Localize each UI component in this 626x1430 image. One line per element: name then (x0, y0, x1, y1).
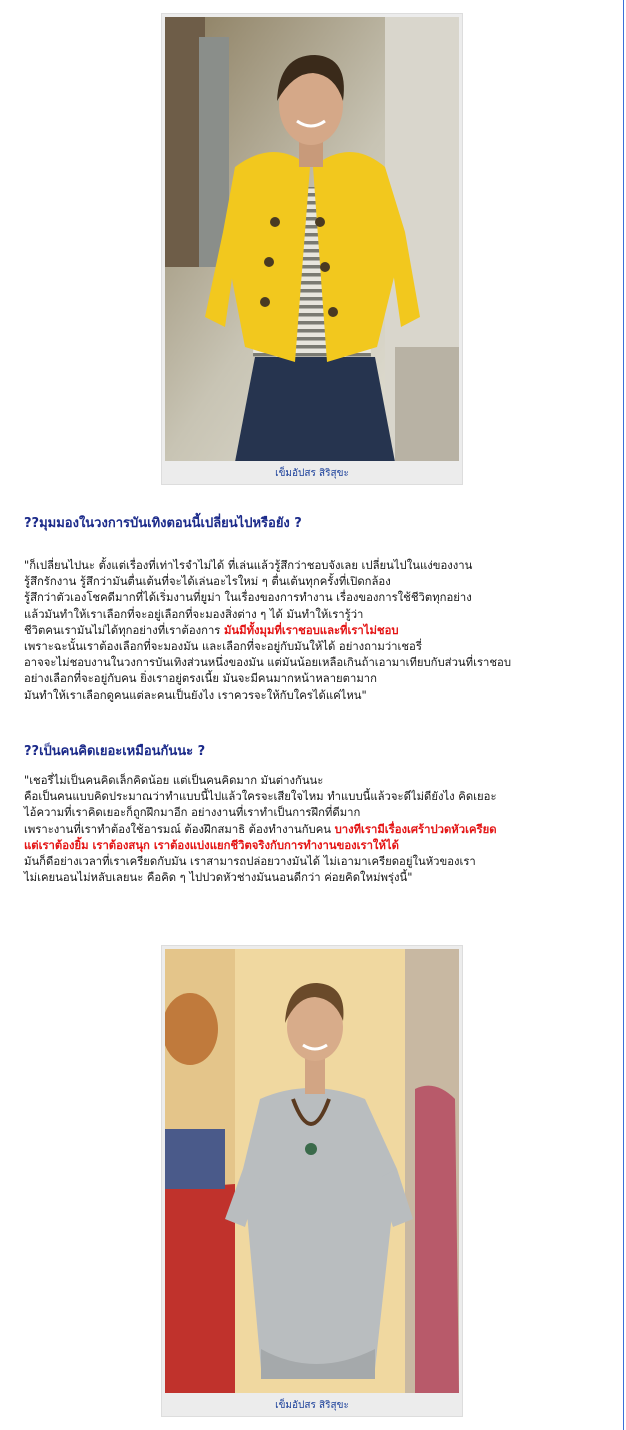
paragraph-line (24, 688, 609, 704)
line-text: ไม่เคยนอนไม่หลับเลยนะ คือคิด ๆ ไปปวดหัวช่างมันนอนดีกว่า ค่อยคิดใหม่พรุ่งนี้" (24, 871, 413, 885)
line-text: รู้สึกว่าตัวเองโชคดีมากที่ได้เริ่มงานที่ยูม่า ในเรื่องของการทำงาน เรื่องของการใช้ชีวิตทุกอย่าง (24, 591, 472, 605)
section-paragraph-1 (24, 558, 609, 704)
paragraph-line (24, 671, 609, 687)
line-text: ไอ้ความที่เราคิดเยอะก็ถูกฝึกมาอีก อย่างงานที่เราทำเป็นการฝึกที่ดีมาก (24, 806, 361, 820)
line-text: "เชอรี่ไม่เป็นคนคิดเล็กคิดน้อย แต่เป็นคนคิดมาก มันต่างกันนะ (24, 774, 324, 787)
photo-caption-2: เข็มอัปสร สิริสุขะ (275, 1400, 349, 1411)
highlighted-text: มันมีทั้งมุมที่เราชอบและที่เราไม่ชอบ (223, 623, 399, 637)
section-heading-2: ??เป็นคนคิดเยอะเหมือนกันนะ ? (24, 744, 206, 759)
line-text: อย่างเลือกที่จะอยู่กับคน ยิ่งเราอยู่ตรงเนี้ย มันจะมีคนมากหน้าหลายตามาก (24, 672, 377, 686)
paragraph-line (24, 773, 609, 789)
line-text: รู้สึกรักงาน รู้สึกว่ามันตื่นเต้นที่จะได้เล่นอะไรใหม่ ๆ ตื่นเต้นทุกครั้งที่เปิดกล้อง (24, 575, 391, 589)
paragraph-line (24, 789, 609, 805)
paragraph-line (24, 655, 609, 671)
photo-1 (165, 17, 459, 461)
paragraph-line (24, 623, 609, 639)
section-paragraph-2 (24, 773, 609, 886)
photo-frame-1 (162, 14, 462, 484)
line-text: แล้วมันทำให้เราเลือกที่จะอยู่เลือกที่จะมองสิ่งต่าง ๆ ได้ มันทำให้เรารู้ว่า (24, 607, 364, 621)
paragraph-line (24, 822, 609, 838)
line-text: มันทำให้เราเลือกดูคนแต่ละคนเป็นยังไง เราควรจะให้กับใครได้แค่ไหน" (24, 688, 367, 702)
right-border-line (623, 0, 624, 1430)
paragraph-line (24, 870, 609, 886)
paragraph-line (24, 805, 609, 821)
line-text: คือเป็นคนแบบคิดประมาณว่าทำแบบนี้ไปแล้วใครจะเสียใจไหม ทำแบบนี้แล้วจะดีไม่ดียังไง คิดเยอะ (24, 790, 497, 804)
line-text: เพราะฉะนั้นเราต้องเลือกที่จะมองมัน และเลือกที่จะอยู่กับมันให้ได้ อย่างถามว่าเชอรี่ (24, 640, 422, 654)
line-text: "ก็เปลี่ยนไปนะ ตั้งแต่เรื่องที่เท่าไรจำไม่ได้ ที่เล่นแล้วรู้สึกว่าชอบจังเลย เปลี่ยนไปในแง่ของงาน (24, 559, 473, 572)
section-heading-1: ??มุมมองในวงการบันเทิงตอนนี้เปลี่ยนไปหรือยัง ? (24, 516, 302, 531)
line-text: ชีวิตคนเรามันไม่ได้ทุกอย่างที่เราต้องการ (24, 623, 224, 637)
paragraph-line (24, 590, 609, 606)
paragraph-line (24, 854, 609, 870)
paragraph-line (24, 558, 609, 574)
line-text: อาจจะไม่ชอบงานในวงการบันเทิงส่วนหนึ่งของมัน แต่มันน้อยเหลือเกินถ้าเอามาเทียบกับส่วนที่เราชอบ (24, 656, 511, 670)
paragraph-line (24, 607, 609, 623)
line-text: มันก็ดีอย่างเวลาที่เราเครียดกับมัน เราสามารถปล่อยวางมันได้ ไม่เอามาเครียดอยู่ในหัวของเรา (24, 855, 476, 869)
paragraph-line (24, 639, 609, 655)
photo-frame-2 (162, 946, 462, 1416)
photo-caption-1: เข็มอัปสร สิริสุขะ (275, 468, 349, 479)
line-text: เพราะงานที่เราทำต้องใช้อารมณ์ ต้องฝึกสมาธิ ต้องทำงานกับคน (24, 822, 335, 836)
highlighted-text: แต่เราต้องยิ้ม เราต้องสนุก เราต้องแบ่งแยกชีวิตจริงกับการทำงานของเราให้ได้ (24, 838, 399, 852)
paragraph-line (24, 838, 609, 854)
paragraph-line (24, 574, 609, 590)
photo-2 (165, 949, 459, 1393)
highlighted-text: บางทีเรามีเรื่องเศร้าปวดหัวเครียด (334, 822, 497, 836)
